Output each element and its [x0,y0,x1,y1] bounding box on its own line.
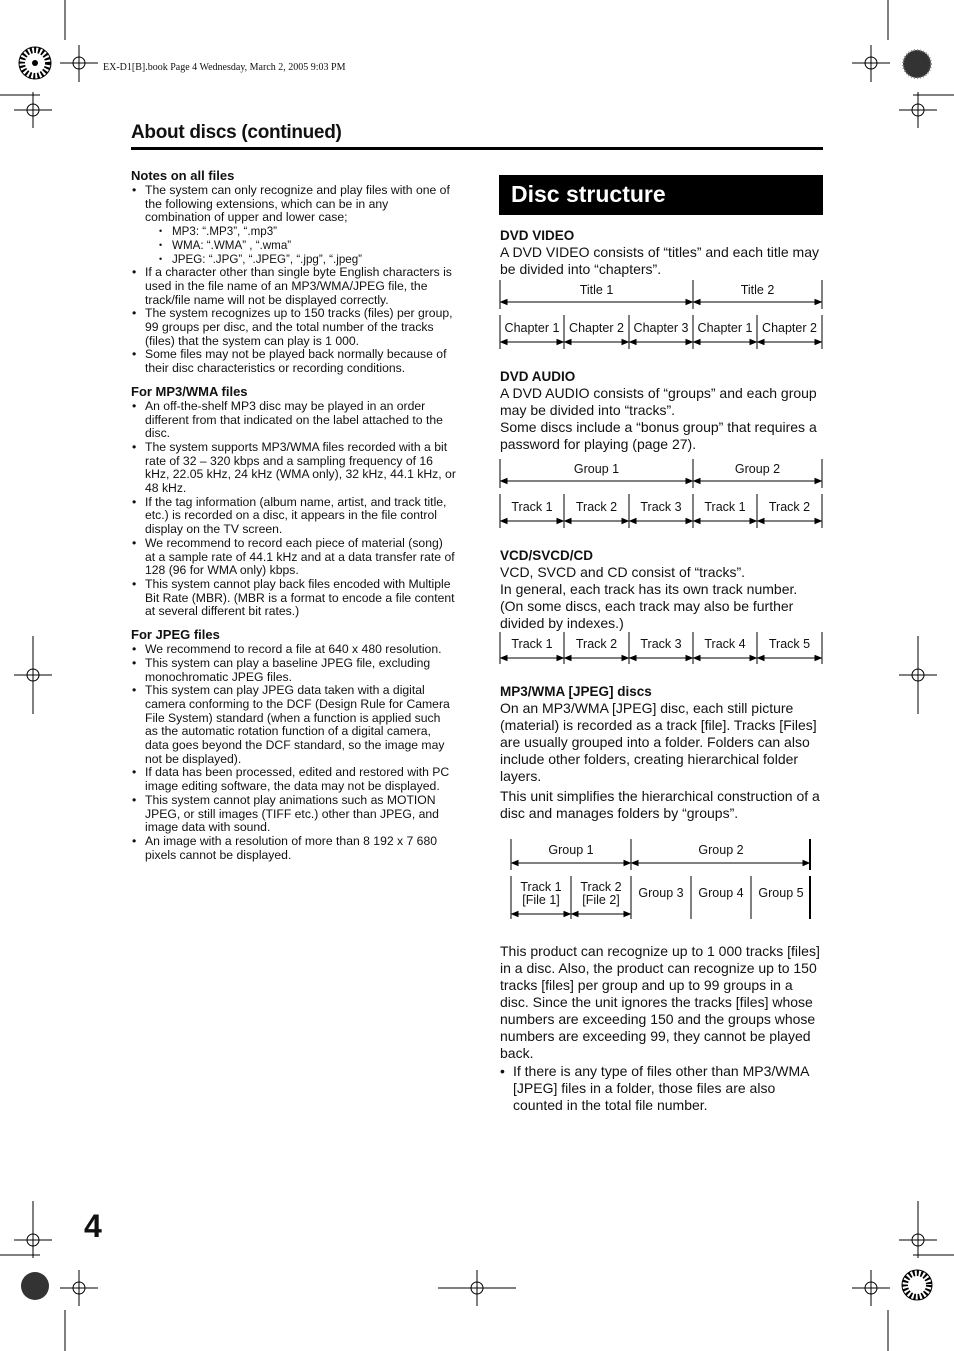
track-cell: Track 3 [640,500,682,514]
track-cell: Track 3 [640,637,682,651]
section-heading: About discs (continued) [131,122,342,143]
jpeg-heading: For JPEG files [131,627,220,643]
list-item: • The system supports MP3/WMA files recorded with a bit rate of 32 – 320 kbps and a sampling frequency of 16 kHz, 22.05 kHz, 24 kHz (WMA only), 32 kHz, 44.1 kHz, or 48 kHz. [131,441,456,496]
list-item: • JPEG: “.JPG”, “.JPEG”, “.jpg”, “.jpeg” [145,253,456,267]
dvd-audio-diagram [499,458,823,529]
chapter-cell: Chapter 3 [633,321,689,335]
notes-all-list [131,184,456,376]
cell-line: Track 2 [580,880,622,894]
dvd-audio-section [500,368,822,453]
mp3-text: On an MP3/WMA [JPEG] disc, each still picture (material) is recorded as a track [file]. Tracks [Files] are usually grouped into a folder. Folders can also include other folders, creating hierarchical folder layers. [500,700,817,784]
group-label: Group 2 [734,462,781,476]
group-cell: Group 3 [638,886,684,900]
cell-line: [File 1] [522,893,560,907]
dvd-audio-text: Some discs include a “bonus group” that requires a password for playing (page 27). [500,419,817,452]
left-column [131,168,456,866]
heading-rule [131,147,823,150]
track-cell: Track 5 [768,637,811,651]
list-item: • An off-the-shelf MP3 disc may be played in an order different from that indicated on the label attached to the disc. [131,400,456,441]
mp3-heading: MP3/WMA [JPEG] discs [500,684,652,699]
chapter-cell: Chapter 2 [569,321,624,335]
disc-structure-banner [499,175,823,215]
extensions-list [145,225,456,266]
list-item: • WMA: “.WMA” , “.wma” [145,239,456,253]
dvd-video-heading: DVD VIDEO [500,228,575,243]
cell-line: Track 1 [520,880,562,894]
track-cell: Track 1 [704,500,746,514]
banner-title: Disc structure [511,181,666,207]
group-label: Group 2 [698,843,744,857]
vcd-text: VCD, SVCD and CD consist of “tracks”. [500,564,746,580]
chapter-cell: Chapter 1 [504,321,560,335]
chapter-cell: Chapter 1 [697,321,753,335]
group-label: Title 2 [740,283,775,297]
group-label: Group 1 [573,462,620,476]
list-item: • If a character other than single byte English characters is used in the file name of an MP3/WMA/JPEG file, the track/file name will not be displayed correctly. [131,266,456,307]
group-label: Title 1 [579,283,614,297]
list-item: • If there is any type of files other than MP3/WMA [JPEG] files in a folder, those files are also counted in the total file number. [500,1063,822,1114]
track-cell: Track 2 [575,637,618,651]
dvd-video-section [500,227,822,278]
list-item: • The system can only recognize and play files with one of the following extensions, which can be in any combination of upper and lower case; • MP3: “.MP3”, “.mp3” • WMA: “.WMA” , “.wma” • JPEG: “.JPG”, “.JPEG”, “.jpg”, “.jpeg” [131,184,456,266]
group-cell: Group 4 [698,886,744,900]
jpeg-list [131,643,456,862]
cell-line: [File 2] [582,893,620,907]
track-cell: Track 1 [511,637,553,651]
dvd-audio-text: A DVD AUDIO consists of “groups” and each group may be divided into “tracks”. [500,385,817,418]
vcd-heading: VCD/SVCD/CD [500,548,594,563]
track-file-cell [571,881,631,907]
vcd-text: In general, each track has its own track number. (On some discs, each track may also be further divided by indexes.) [500,581,798,631]
mp3wma-heading: For MP3/WMA files [131,383,248,399]
dvd-video-diagram [499,279,823,350]
list-item: • This system cannot play animations such as MOTION JPEG, or still images (TIFF etc.) other than JPEG, and image data with sound. [131,794,456,835]
list-item: • An image with a resolution of more than 8 192 x 7 680 pixels cannot be displayed. [131,835,456,862]
track-cell: Track 2 [575,500,618,514]
chapter-cell: Chapter 2 [762,321,817,335]
vcd-section [500,547,822,632]
track-cell: Track 4 [704,637,746,651]
list-item: • Some files may not be played back normally because of their disc characteristics or recording conditions. [131,348,456,375]
group-label: Group 1 [548,843,594,857]
list-item: • MP3: “.MP3”, “.mp3” [145,225,456,239]
list-item: • We recommend to record each piece of material (song) at a sample rate of 44.1 kHz and at a data transfer rate of 128 (96 for WMA only) kbps. [131,537,456,578]
track-file-cell [511,881,571,907]
group-cell: Group 5 [758,886,804,900]
list-item: • We recommend to record a file at 640 x 480 resolution. [131,643,456,657]
page-number: 4 [84,1208,102,1244]
track-cell: Track 2 [768,500,811,514]
file-info: EX-D1[B].book Page 4 Wednesday, March 2, 2005 9:03 PM [103,62,346,73]
dvd-audio-heading: DVD AUDIO [500,369,576,384]
mp3-notes [500,943,822,1114]
mp3-text: This product can recognize up to 1 000 tracks [files] in a disc. Also, the product can recognize up to 150 tracks [files] per group and up to 99 groups in a disc. Since the unit ignores the tracks [files] whose numbers are exceeding 150 and the groups whose numbers are exceeding 99, they cannot be played back. [500,943,820,1061]
list-item: • The system recognizes up to 150 tracks (files) per group, 99 groups per disc, and the total number of the tracks (files) that the system can play is 1 000. [131,307,456,348]
list-item: • This system can play a baseline JPEG file, excluding monochromatic JPEG files. [131,657,456,684]
mp3-section [500,683,822,822]
mp3-diagram [510,838,812,920]
dvd-video-text: A DVD VIDEO consists of “titles” and each title may be divided into “chapters”. [500,244,820,277]
mp3wma-list [131,400,456,619]
track-cell: Track 1 [511,500,553,514]
vcd-diagram [499,631,823,665]
list-item: • If the tag information (album name, artist, and track title, etc.) is recorded on a disc, it appears in the file control display on the TV screen. [131,496,456,537]
notes-all-heading: Notes on all files [131,168,235,183]
list-item: • If data has been processed, edited and restored with PC image editing software, the data may not be displayed. [131,766,456,793]
list-item: • This system can play JPEG data taken with a digital camera conforming to the DCF (Design Rule for Camera File System) standard (when a function is applied such as the automatic rotation function of a digital camera, data goes beyond the DCF standard, so the image may not be displayed). [131,684,456,766]
list-item: • This system cannot play back files encoded with Multiple Bit Rate (MBR). (MBR is a format to encode a file content at several different bit rates.) [131,578,456,619]
mp3-text: This unit simplifies the hierarchical construction of a disc and manages folders by “groups”. [500,788,820,821]
